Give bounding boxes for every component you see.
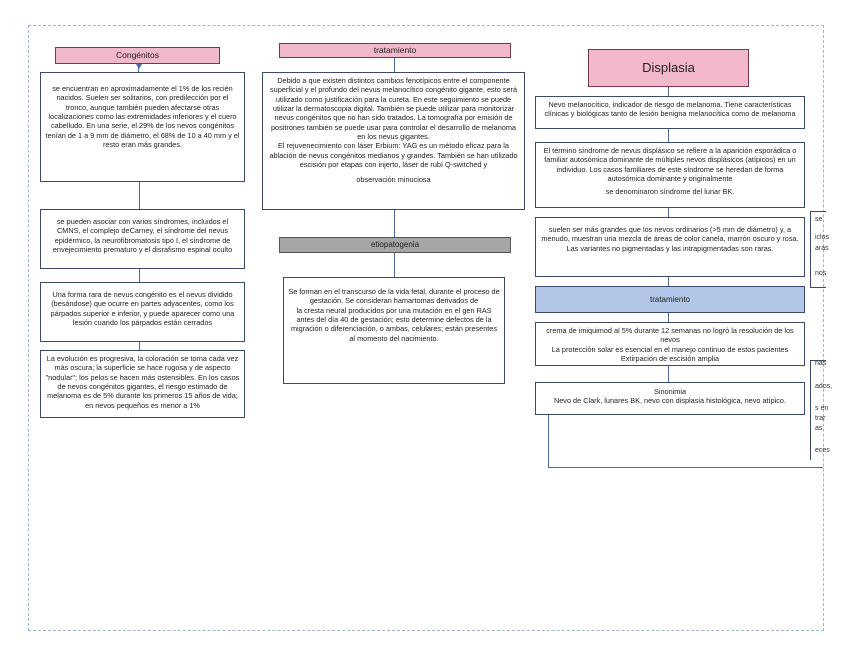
connector-line: [138, 64, 139, 72]
tratamiento-text-2: El rejuvenecimiento con láser Erbium: YAG es un método eficaz para la ablación de nevus congénitos medianos y grandes. También se han utilizado escisión por etapas con injerto, láser de rubí Q-switched y: [269, 141, 518, 169]
tratamiento-box: [262, 72, 525, 210]
arrow-down-icon: [136, 64, 142, 69]
connector-line: [668, 87, 669, 96]
displasia-tratamiento-text-1: crema de imiquimod al 5% durante 12 semanas no logró la resolución de los nevos: [546, 326, 794, 345]
connector-line: [139, 269, 140, 282]
etiopatogenia-text-2: la cresta neural producidos por una mutación en el gen RAS: [296, 305, 492, 315]
connector-line: [668, 313, 669, 322]
connector-line: [668, 129, 669, 142]
connector-line: [668, 366, 669, 382]
displasia-text-3: suelen ser más grandes que los nevos ordinarios (>5 mm de diámetro) y, a menudo, muestran una mezcla de áreas de color canela, marrón oscuro y rosa. Las variantes no pigmentadas y las intrapigmentadas son raras.: [541, 225, 799, 253]
fragment-b-2: ados,: [815, 383, 833, 390]
congenitos-box-3: [40, 282, 245, 342]
congenitos-box-4: [40, 350, 245, 418]
connector-line: [139, 182, 140, 209]
fragment-a-4: nos: [815, 270, 827, 277]
tratamiento-header: tratamiento: [279, 43, 511, 58]
displasia-text-2b: se denominaron síndrome del lunar BK.: [605, 187, 735, 197]
fragment-b-4: s en: [815, 405, 829, 412]
tratamiento-text-3: observación minuciosa: [356, 175, 431, 185]
displasia-tratamiento-text-3: Extirpación de escisión amplia: [620, 353, 720, 363]
etiopatogenia-box: [283, 277, 505, 384]
tratamiento-text-1: Debido a que existen distintos cambios fenotípicos entre el componente superficial y el profundo del nevus melanocítico congénito gigante, esto será utilizado como justificación para la cureta. En este seguimiento se puede utilizar la dermatoscopia digital. También se puede utilizar para monitorizar nevus congénitos que no han sido tratados. La tomografía por emisión de positrones también se puede usar para controlar el desarrollo de melanoma en los nevus gigantes.: [269, 76, 518, 141]
displasia-tratamiento-box: [535, 322, 805, 366]
displasia-text-1: Nevo melanocítico, indicador de riesgo de melanoma. Tiene características clínicas y biológicas tanto de lesión benigna melanocítica como de melanoma: [544, 100, 796, 119]
congenitos-text-2: se pueden asociar con varios síndromes, incluidos el CMNS, el complejo deCarney, el síndrome del nevus epidérmico, la neurofibromatosis tipo I, el síndrome de envejecimiento prematuro y el disrafismo espinal oculto: [52, 217, 233, 254]
connector-line: [394, 58, 395, 72]
sinonimia-title: Sinonimia: [653, 387, 687, 396]
displasia-tratamiento-header: tratamiento: [535, 286, 805, 313]
fragment-a-0: se: [815, 216, 823, 223]
congenitos-text-1: se encuentran en aproximadamente el 1% de los recién nacidos. Suelen ser solitarios, con predilección por el tronco, aunque también pueden afectarse otras localizaciones como las extremidades inferiores y el cuero cabelludo. En una serie, el 29% de los nevos congénitos tenían de 1 a 9 mm de diámetro, el 68% de 10 a 40 mm y el resto eran más grandes.: [45, 84, 240, 149]
fragment-a-1: iclos: [815, 234, 830, 241]
congenitos-text-3: Una forma rara de nevus congénito es el nevus dividido (besándose) que ocurre en partes adyacentes, como los párpados superior e inferior, y puede aparecer como una lesión cuando los párpados están cerrados: [50, 290, 235, 327]
displasia-header: Displasia: [588, 49, 749, 87]
connector-line: [394, 210, 395, 237]
connector-line: [394, 253, 395, 277]
displasia-tratamiento-text-2: La protección solar es esencial en el manejo continuo de estos pacientes: [551, 344, 789, 354]
congenitos-box-1: [40, 72, 245, 182]
etiopatogenia-header: etiopatogenia: [279, 237, 511, 253]
etiopatogenia-text-3: antes del día 40 de gestación; esto determine defectos de la: [296, 314, 492, 324]
fragment-b-0: nas: [815, 360, 827, 367]
sinonimia-box: [535, 382, 805, 415]
connector-line: [668, 208, 669, 217]
fragment-b-5: trar: [815, 415, 826, 422]
connector-line: [548, 415, 549, 467]
congenitos-box-2: [40, 209, 245, 269]
etiopatogenia-text-4: migración o diferenciación, o ambas, celulares; están presentes al momento del nacimiento.: [290, 324, 498, 343]
connector-line: [668, 277, 669, 286]
fragment-a-2: aras: [815, 245, 829, 252]
connector-line: [139, 342, 140, 350]
fragment-b-8: eces: [815, 447, 830, 454]
displasia-text-2: El término síndrome de nevus displásico se refiere a la aparición esporádica o familiar autosómica dominante de múltiples nevos displásicos (atípicos) en un individuo. Los casos familiares de este síndrome se heredan de forma autosómica dominante y originalmente: [543, 146, 797, 183]
congenitos-text-4: La evolución es progresiva, la coloración se torna cada vez más oscura; la superficie se hace rugosa y de aspecto "nodular"; los pelos se hacen más ostensibles. En los casos de nevos congénitos gigantes, el riesgo estimado de melanoma es de 5% durante los primeros 15 años de vida; en nevos pequeños es menor a 1%: [45, 354, 240, 410]
displasia-box-2: [535, 142, 805, 208]
connector-line: [548, 467, 823, 468]
displasia-box-3: [535, 217, 805, 277]
sinonimia-text: Nevo de Clark, lunares BK, nevo con displasia histológica, nevo atípico.: [553, 396, 786, 406]
fragment-b-6: as: [815, 425, 823, 432]
displasia-box-1: [535, 96, 805, 129]
etiopatogenia-text-1: Se forman en el transcurso de la vida fetal, durante el proceso de gestación. Se consideran hamartomas derivados de: [288, 287, 500, 306]
congenitos-header: Congénitos: [55, 47, 220, 64]
